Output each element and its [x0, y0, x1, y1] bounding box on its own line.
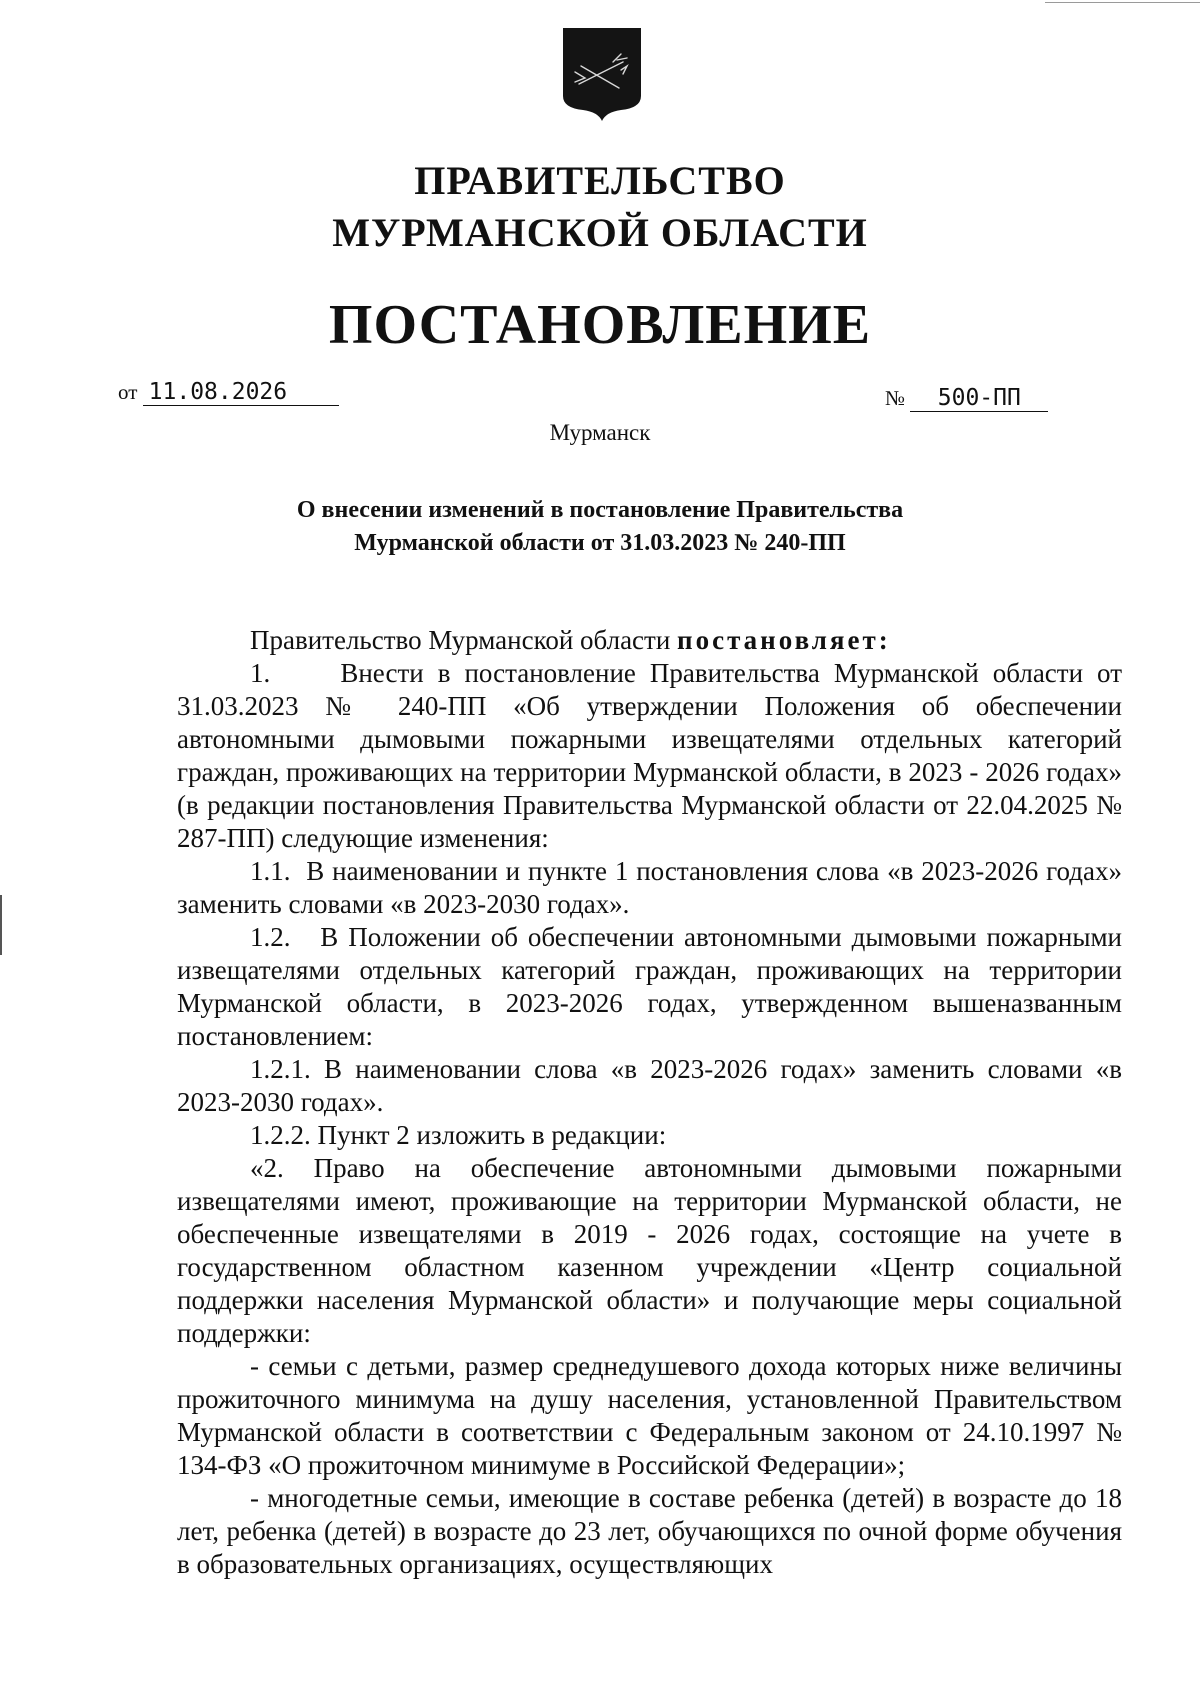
document-number-row — [885, 385, 1048, 412]
coat-of-arms-icon — [561, 26, 643, 123]
paragraph-1: 1. Внести в постановление Правительства Мурманской области от 31.03.2023 № 240-ПП «Об утверждении Положения об обеспечении автономными дымовыми пожарными извещателями отдельных категорий граждан, проживающих на территории Мурманской области, в 2023 - 2026 годах» (в редакции постановления Правительства Мурманской области от 22.04.2025 № 287-ПП) следующие изменения: — [177, 658, 1122, 853]
scan-edge-mark-top — [1045, 2, 1200, 3]
city-name: Мурманск — [549, 420, 651, 445]
paragraph-1-2: 1.2. В Положении об обеспечении автономными дымовыми пожарными извещателями отдельных категорий граждан, проживающих на территории Мурманской области, в 2023-2026 годах, утвержденном вышеназванным постановлением: — [177, 922, 1122, 1051]
subject-line1: О внесении изменений в постановление Правительства — [296, 497, 904, 523]
preamble — [177, 624, 1122, 657]
document-date-row — [118, 379, 339, 406]
paragraph-1-2-1: 1.2.1. В наименовании слова «в 2023-2026 годах» заменить словами «в 2023-2030 годах». — [177, 1054, 1122, 1117]
paragraph-1-1: 1.1. В наименовании и пункте 1 постановления слова «в 2023-2026 годах» заменить словами «в 2023-2030 годах». — [177, 856, 1122, 919]
document-subject — [0, 494, 1200, 560]
list-item-large-families: - многодетные семьи, имеющие в составе ребенка (детей) в возрасте до 18 лет, ребенка (детей) в возрасте до 23 лет, обучающихся по очной форме обучения в образовательных организациях, осуществляющих — [177, 1483, 1122, 1579]
document-number: 500-ПП — [910, 385, 1048, 412]
preamble-emphasis: постановляет: — [677, 625, 891, 655]
paragraph-quoted-2: «2. Право на обеспечение автономными дымовыми пожарными извещателями имеют, проживающие на территории Мурманской области, не обеспеченные извещателями в 2019 - 2026 годах, состоящие на учете в государственном областном казенном учреждении «Центр социальной поддержки населения Мурманской области» и получающие меры социальной поддержки: — [177, 1153, 1122, 1348]
list-item-families-with-children: - семьи с детьми, размер среднедушевого дохода которых ниже величины прожиточного минимума на душу населения, установленной Правительством Мурманской области в соответствии с Федеральным законом от 24.10.1997 № 134-ФЗ «О прожиточном минимуме в Российской Федерации»; — [177, 1351, 1122, 1480]
government-title-line1: ПРАВИТЕЛЬСТВО — [414, 158, 786, 203]
government-title — [0, 155, 1200, 259]
scan-edge-mark-left — [0, 895, 2, 955]
preamble-text: Правительство Мурманской области — [250, 625, 678, 655]
paragraph-1-2-2: 1.2.2. Пункт 2 изложить в редакции: — [250, 1120, 667, 1150]
document-type-title: ПОСТАНОВЛЕНИЕ — [328, 294, 872, 356]
subject-line2: Мурманской области от 31.03.2023 № 240-ПП — [354, 530, 846, 556]
document-date: 11.08.2026 — [143, 379, 339, 406]
date-prefix: от — [118, 380, 138, 404]
number-prefix: № — [885, 386, 906, 410]
document-body — [177, 624, 1122, 1581]
government-title-line2: МУРМАНСКОЙ ОБЛАСТИ — [332, 210, 868, 255]
